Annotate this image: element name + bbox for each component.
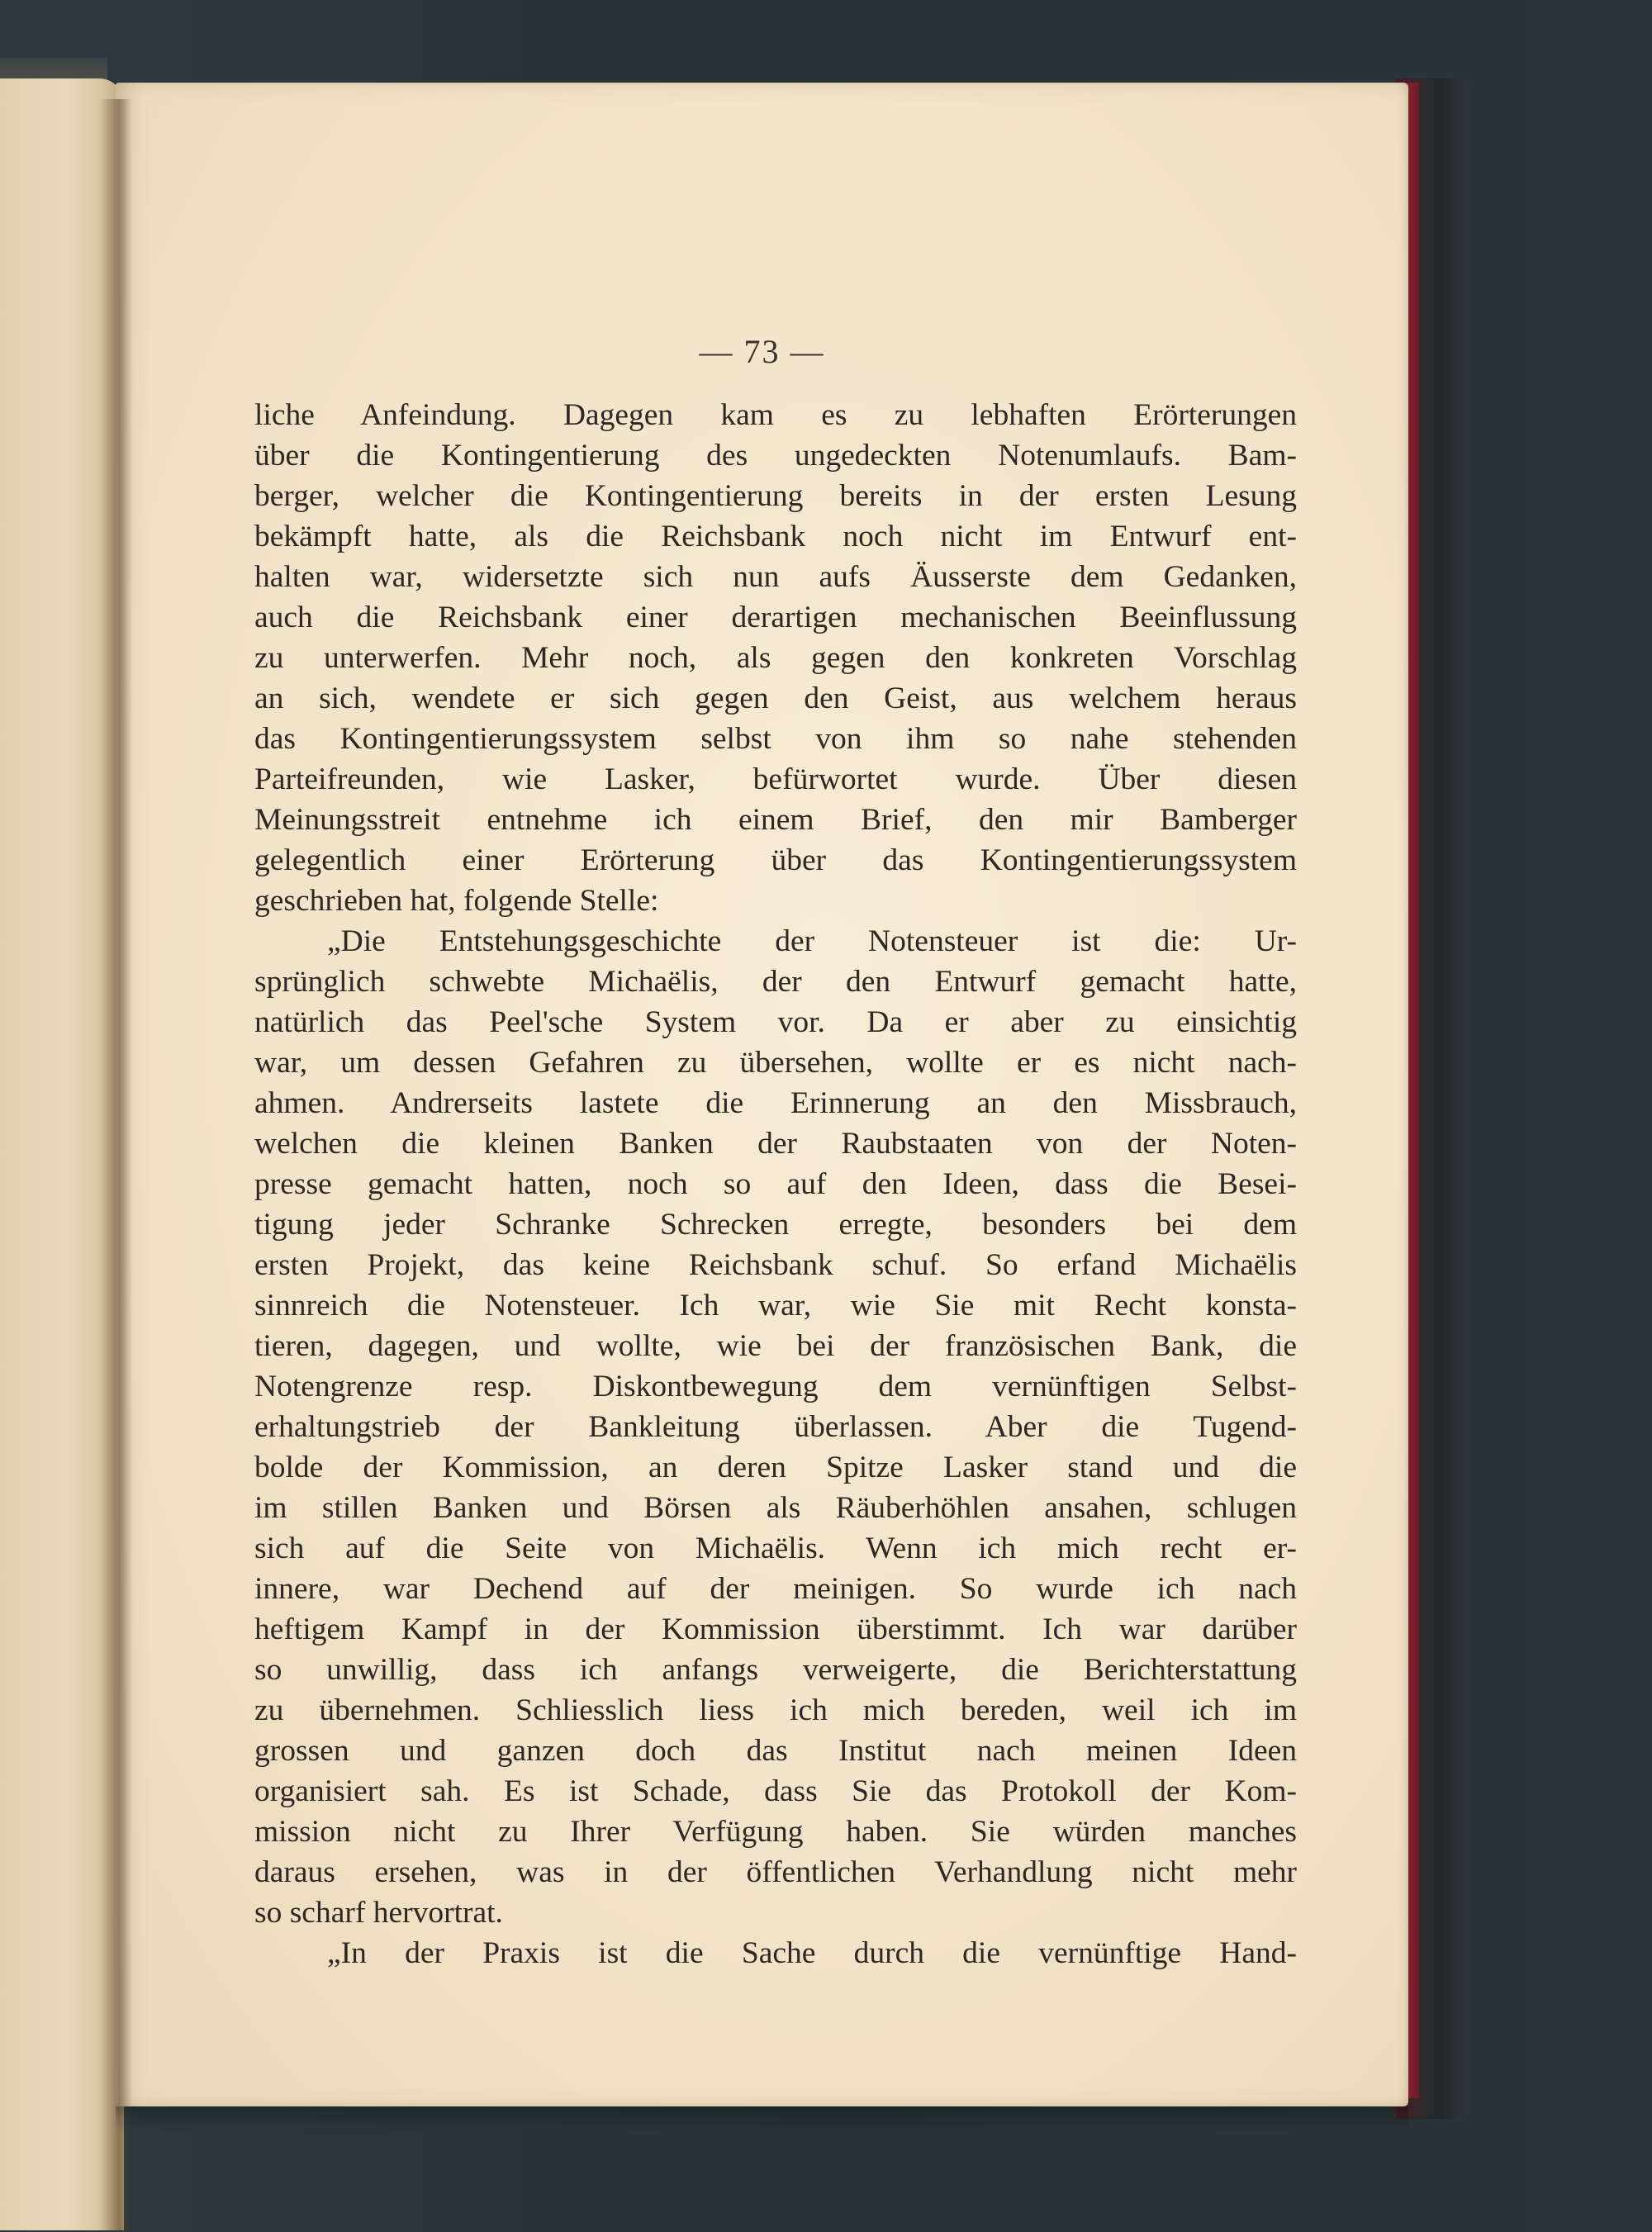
text-line: welchen die kleinen Banken der Raubstaaten von der Noten- [254, 1127, 1297, 1161]
text-line: halten war, widersetzte sich nun aufs Äusserste dem Gedanken, [254, 560, 1297, 594]
text-line: natürlich das Peel'sche System vor. Da er aber zu einsichtig [254, 1005, 1297, 1039]
book-page [116, 83, 1408, 2106]
text-line: Notengrenze resp. Diskontbewegung dem vernünftigen Selbst- [254, 1370, 1297, 1403]
text-line: das Kontingentierungssystem selbst von ihm so nahe stehenden [254, 722, 1297, 756]
text-line: heftigem Kampf in der Kommission überstimmt. Ich war darüber [254, 1612, 1297, 1646]
text-line: bolde der Kommission, an deren Spitze Lasker stand und die [254, 1451, 1297, 1484]
text-line: bekämpft hatte, als die Reichsbank noch nicht im Entwurf ent- [254, 520, 1297, 553]
text-line: an sich, wendete er sich gegen den Geist, aus welchem heraus [254, 681, 1297, 715]
text-line: geschrieben hat, folgende Stelle: [254, 884, 659, 918]
text-line: tigung jeder Schranke Schrecken erregte, besonders bei dem [254, 1208, 1297, 1242]
text-line: tieren, dagegen, und wollte, wie bei der französischen Bank, die [254, 1329, 1297, 1363]
text-line: Parteifreunden, wie Lasker, befürwortet wurde. Über diesen [254, 762, 1297, 796]
text-line: im stillen Banken und Börsen als Räuberhöhlen ansahen, schlugen [254, 1491, 1297, 1525]
text-line: daraus ersehen, was in der öffentlichen Verhandlung nicht mehr [254, 1855, 1297, 1889]
text-line: so unwillig, dass ich anfangs verweigerte, die Berichterstattung [254, 1653, 1297, 1687]
text-line: sich auf die Seite von Michaëlis. Wenn ich mich recht er- [254, 1532, 1297, 1565]
text-line: ersten Projekt, das keine Reichsbank schuf. So erfand Michaëlis [254, 1248, 1297, 1282]
text-line: auch die Reichsbank einer derartigen mechanischen Beeinflussung [254, 601, 1297, 634]
text-line: war, um dessen Gefahren zu übersehen, wollte er es nicht nach- [254, 1046, 1297, 1080]
body-text [254, 395, 1297, 1973]
text-line: erhaltungstrieb der Bankleitung überlassen. Aber die Tugend- [254, 1410, 1297, 1444]
text-line: presse gemacht hatten, noch so auf den Ideen, dass die Besei- [254, 1167, 1297, 1201]
text-line: grossen und ganzen doch das Institut nach meinen Ideen [254, 1734, 1297, 1768]
text-line: Meinungsstreit entnehme ich einem Brief, den mir Bamberger [254, 803, 1297, 837]
text-line: so scharf hervortrat. [254, 1896, 503, 1930]
text-line: ahmen. Andrerseits lastete die Erinnerung an den Missbrauch, [254, 1086, 1297, 1120]
text-line: gelegentlich einer Erörterung über das Kontingentierungssystem [254, 843, 1297, 877]
page-bottom-shadow [116, 2106, 1408, 2131]
text-line: berger, welcher die Kontingentierung bereits in der ersten Lesung [254, 479, 1297, 513]
text-line: liche Anfeindung. Dagegen kam es zu lebhaften Erörterungen [254, 398, 1297, 432]
text-line: über die Kontingentierung des ungedeckten Notenumlaufs. Bam- [254, 439, 1297, 473]
text-line: sinnreich die Notensteuer. Ich war, wie Sie mit Recht konsta- [254, 1289, 1297, 1323]
text-line: „In der Praxis ist die Sache durch die vernünftige Hand- [327, 1936, 1297, 1970]
text-line: sprünglich schwebte Michaëlis, der den Entwurf gemacht hatte, [254, 965, 1297, 999]
text-line: innere, war Dechend auf der meinigen. So wurde ich nach [254, 1572, 1297, 1606]
book-gutter-shadow [99, 99, 132, 2230]
text-line: zu übernehmen. Schliesslich liess ich mich bereden, weil ich im [254, 1693, 1297, 1727]
text-line: mission nicht zu Ihrer Verfügung haben. Sie würden manches [254, 1815, 1297, 1849]
text-line: organisiert sah. Es ist Schade, dass Sie das Protokoll der Kom- [254, 1774, 1297, 1808]
text-line: „Die Entstehungsgeschichte der Notensteuer ist die: Ur- [327, 924, 1297, 958]
page-number: — 73 — [699, 333, 825, 370]
text-line: zu unterwerfen. Mehr noch, als gegen den konkreten Vorschlag [254, 641, 1297, 675]
